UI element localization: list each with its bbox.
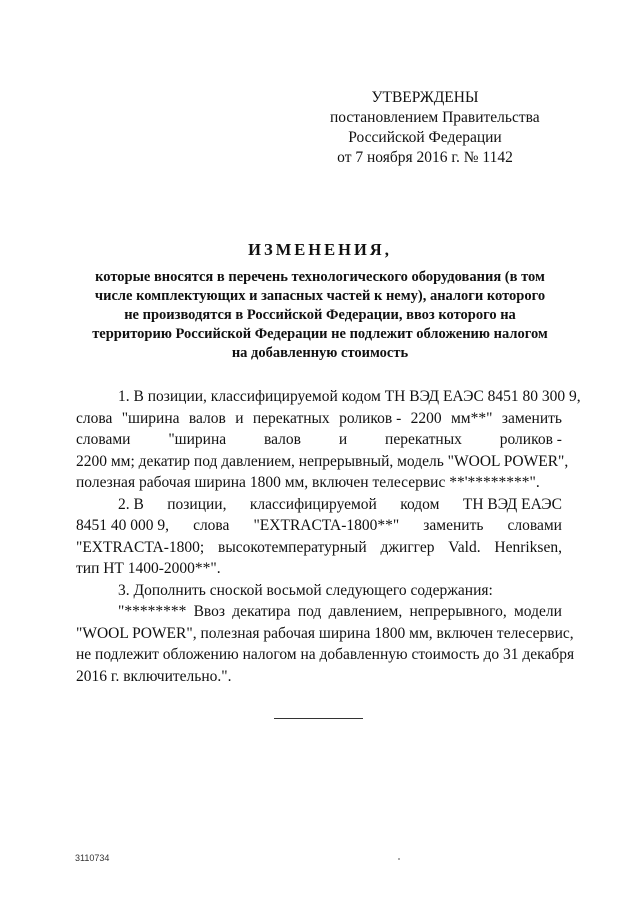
text-word: перекатных — [252, 409, 330, 427]
text-line — [76, 408, 562, 430]
text-word: 2016 г. включительно.". — [76, 667, 232, 685]
text-line — [76, 494, 562, 516]
document-code: 3110734 — [75, 853, 110, 863]
text-word: роликов - — [499, 431, 562, 448]
text-word: заменить — [423, 517, 484, 534]
scan-speck — [398, 858, 400, 860]
text-word: "EXTRACTA-1800**" — [253, 517, 400, 534]
text-word: под — [297, 603, 322, 620]
paragraph-item-3 — [76, 580, 575, 688]
text-word: слова — [76, 409, 113, 427]
subtitle-line: которые вносятся в перечень технологического оборудования (в том — [95, 269, 545, 285]
text-word: валов — [188, 409, 226, 427]
text-word: ТН ВЭД ЕАЭС — [462, 495, 562, 513]
text-word: полезная рабочая ширина 1800 мм, включен телесервис **'********". — [76, 474, 540, 491]
text-line — [76, 623, 574, 645]
text-word: 2200 мм; декатир под давлением, непрерывный, модель "WOOL POWER", — [76, 452, 569, 470]
text-word: декатира — [232, 603, 291, 620]
text-word: слова — [193, 517, 230, 534]
text-line — [76, 429, 562, 451]
text-word: тип НТ 1400-2000**". — [76, 560, 221, 577]
text-word: перекатных — [385, 431, 462, 448]
text-word: Vald. — [448, 538, 481, 556]
text-line — [76, 601, 562, 623]
text-word: словами — [507, 517, 562, 534]
text-word: модели — [514, 603, 562, 620]
text-word: позиции, — [167, 495, 227, 513]
document-body — [76, 386, 581, 687]
text-word: классифицируемой — [249, 495, 377, 513]
text-word: Henriksen, — [494, 538, 562, 556]
text-word: 8451 40 000 9, — [76, 517, 169, 534]
text-line — [76, 386, 581, 408]
text-word: валов — [264, 431, 301, 448]
text-word: 2200 — [410, 409, 442, 427]
text-line — [76, 537, 562, 559]
text-word: роликов - — [339, 409, 402, 427]
subtitle-line: числе комплектующих и запасных частей к нему), аналоги которого — [94, 288, 546, 304]
text-line — [76, 515, 562, 537]
text-word: непрерывного, — [409, 603, 507, 620]
text-word: и — [338, 431, 348, 448]
text-word: давлением, — [328, 603, 403, 620]
text-word: джиггер — [380, 538, 435, 556]
text-word: "EXTRACTA-1800; — [76, 538, 205, 556]
text-word: и — [235, 409, 244, 427]
text-line — [76, 580, 562, 602]
text-word: словами — [76, 431, 131, 448]
paragraph-item-1 — [76, 386, 581, 494]
approval-line: от 7 ноября 2016 г. № 1142 — [337, 149, 513, 166]
text-word: "WOOL POWER", полезная рабочая ширина 1800 мм, включен телесервис, — [76, 624, 574, 642]
text-word: мм**" — [451, 409, 493, 427]
text-word: Ввоз — [193, 603, 226, 620]
approval-stamp — [330, 88, 540, 168]
text-word: кодом — [400, 495, 440, 513]
approval-line: УТВЕРЖДЕНЫ — [371, 89, 479, 106]
text-word: 2. В — [118, 495, 144, 513]
document-heading — [70, 240, 570, 363]
document-title: ИЗМЕНЕНИЯ, — [248, 240, 392, 259]
closing-divider — [274, 718, 363, 719]
text-line — [76, 472, 562, 494]
text-word: высокотемпературный — [218, 538, 367, 556]
text-word: 3. Дополнить сноской восьмой следующего содержания: — [118, 581, 493, 599]
text-word: заменить — [501, 409, 562, 427]
text-line — [76, 666, 562, 688]
text-word: "ширина — [121, 409, 180, 427]
approval-line: постановлением Правительства — [330, 109, 540, 126]
text-line — [76, 451, 569, 473]
subtitle-line: на добавленную стоимость — [231, 345, 409, 361]
text-line — [76, 644, 575, 666]
text-line — [76, 558, 562, 580]
text-word: "******** — [118, 603, 187, 620]
subtitle-line: не производятся в Российской Федерации, ввоз которого на — [124, 307, 516, 323]
paragraph-item-2 — [76, 494, 562, 580]
text-word: не подлежит обложению налогом на добавленную стоимость до 31 декабря — [76, 646, 575, 663]
subtitle-line: территорию Российской Федерации не подлежит обложению налогом — [92, 326, 548, 342]
text-word: "ширина — [168, 431, 227, 448]
text-word: 1. В позиции, классифицируемой кодом ТН ВЭД ЕАЭС 8451 80 300 9, — [118, 388, 581, 405]
approval-line: Российской Федерации — [348, 129, 502, 146]
